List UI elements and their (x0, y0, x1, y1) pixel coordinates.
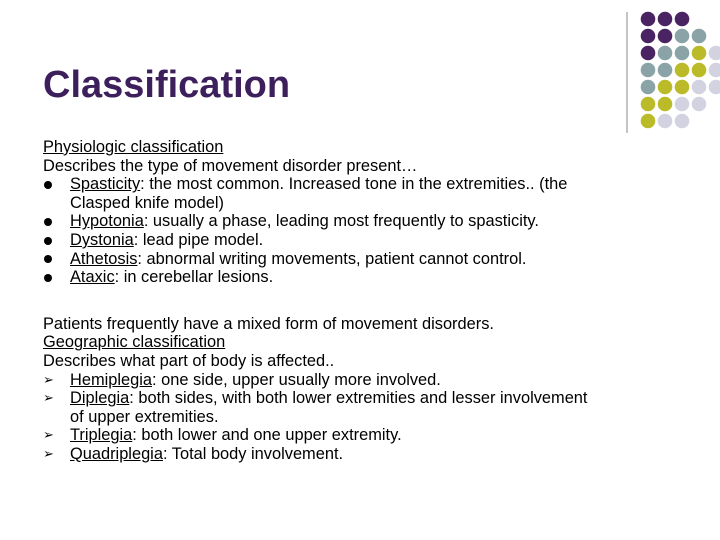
list-item (43, 175, 708, 212)
term: Hypotonia (70, 212, 144, 231)
list-item (43, 426, 708, 445)
decorative-dot (675, 12, 690, 27)
decorative-dot (709, 80, 720, 95)
term: Ataxic (70, 268, 115, 287)
definition: : both sides, with both lower extremities and lesser involvement (129, 389, 588, 408)
decorative-dot (675, 80, 690, 95)
definition: : abnormal writing movements, patient cannot control. (137, 249, 527, 268)
decorative-dot (658, 12, 673, 27)
decorative-dot (641, 29, 656, 44)
decorative-dot (692, 29, 707, 44)
term: Hemiplegia (70, 370, 152, 389)
decorative-dot (641, 46, 656, 61)
arrow-bullet-icon: ➢ (43, 427, 54, 443)
bullet-dot-icon (43, 175, 63, 194)
decorative-dot (709, 63, 720, 78)
decorative-dot (675, 97, 690, 112)
list-item (43, 371, 708, 390)
definition-continued: Clasped knife model) (70, 193, 224, 212)
decorative-dot (675, 114, 690, 129)
term: Spasticity (70, 175, 141, 194)
definition: : usually a phase, leading most frequently to spasticity. (143, 212, 539, 231)
definition-continued: of upper extremities. (70, 407, 219, 426)
term: Triplegia (70, 426, 133, 445)
decorative-dot (658, 114, 673, 129)
decorative-dot (675, 46, 690, 61)
definition: : lead pipe model. (133, 230, 264, 249)
geographic-description: Describes what part of body is affected.. (43, 351, 335, 370)
decorative-dot (641, 12, 656, 27)
physiologic-description: Describes the type of movement disorder present… (43, 156, 418, 175)
decorative-dot (692, 80, 707, 95)
decorative-dot (709, 46, 720, 61)
slide-title: Classification (43, 64, 291, 106)
list-item (43, 389, 708, 426)
list-item (43, 212, 708, 231)
term: Athetosis (70, 249, 138, 268)
definition: : Total body involvement. (162, 444, 344, 463)
decorative-dot (692, 97, 707, 112)
list-item (43, 250, 708, 269)
slide-body (43, 138, 708, 464)
decorative-dot (641, 80, 656, 95)
decorative-dot (658, 46, 673, 61)
mixed-form-note: Patients frequently have a mixed form of movement disorders. (43, 314, 494, 333)
decorative-dot (658, 63, 673, 78)
list-item (43, 268, 708, 287)
geographic-heading: Geographic classification (43, 333, 226, 352)
decorative-dot (641, 97, 656, 112)
arrow-bullet-icon: ➢ (43, 371, 54, 387)
definition: : in cerebellar lesions. (114, 268, 274, 287)
decorative-dot (692, 46, 707, 61)
list-item (43, 231, 708, 250)
decorative-dot (675, 63, 690, 78)
decorative-dot (658, 80, 673, 95)
definition: : the most common. Increased tone in the extremities.. (the (140, 175, 568, 194)
decorative-dot (675, 29, 690, 44)
physiologic-heading: Physiologic classification (43, 138, 224, 156)
definition: : one side, upper usually more involved. (152, 370, 441, 389)
decorative-dot (641, 114, 656, 129)
term: Diplegia (70, 389, 130, 408)
arrow-bullet-icon: ➢ (43, 390, 54, 406)
term: Quadriplegia (70, 444, 163, 463)
definition: : both lower and one upper extremity. (132, 426, 402, 445)
bullet-dot-icon (43, 212, 63, 231)
bullet-dot-icon (43, 250, 63, 269)
bullet-dot-icon (43, 268, 63, 287)
decorative-dot (658, 97, 673, 112)
list-item (43, 445, 708, 464)
arrow-bullet-icon: ➢ (43, 445, 54, 461)
decorative-dot (658, 29, 673, 44)
term: Dystonia (70, 230, 134, 249)
decorative-dot (692, 63, 707, 78)
decorative-dot (641, 63, 656, 78)
bullet-dot-icon (43, 231, 63, 250)
